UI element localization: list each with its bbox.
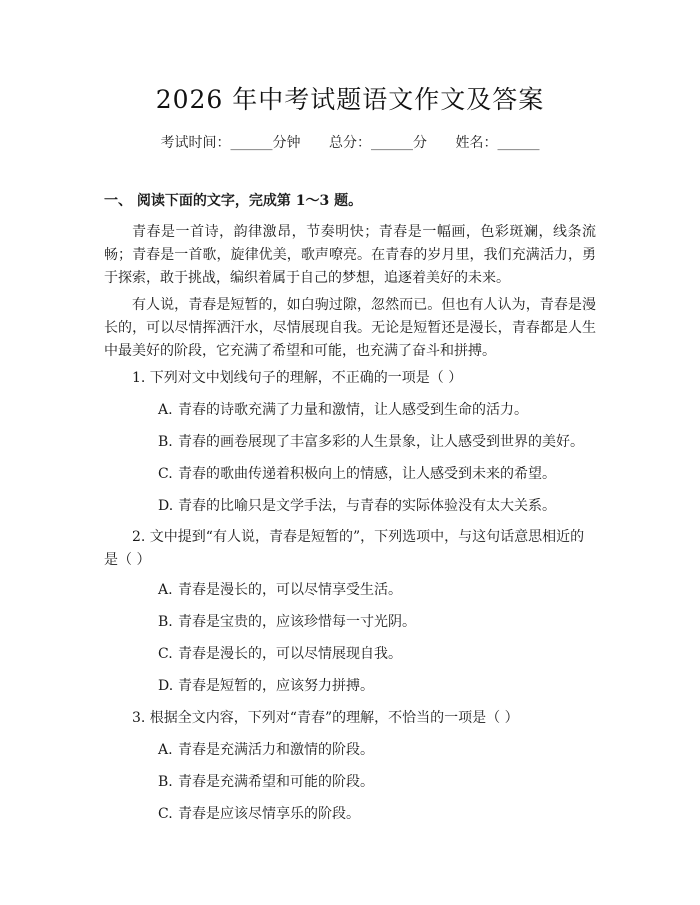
option-letter: B. [158, 434, 173, 450]
option-letter: C. [158, 646, 173, 662]
question-3-option-c [158, 803, 360, 825]
option-text: 青春是宝贵的，应该珍惜每一寸光阴。 [178, 614, 416, 630]
option-text: 青春的画卷展现了丰富多彩的人生景象，让人感受到世界的美好。 [178, 434, 584, 450]
question-1-stem: 1. 下列对文中划线句子的理解，不正确的一项是（ ） [132, 370, 463, 386]
option-letter: A. [158, 742, 173, 758]
question-1-option-c [158, 463, 556, 485]
option-letter: D. [158, 678, 174, 694]
option-letter: B. [158, 614, 173, 630]
option-letter: C. [158, 806, 173, 822]
option-text: 青春是漫长的，可以尽情享受生活。 [178, 582, 402, 598]
option-text: 青春的诗歌充满了力量和激情，让人感受到生命的活力。 [178, 402, 528, 418]
reading-paragraph-1: 青春是一首诗，韵律激昂，节奏明快；青春是一幅画，色彩斑斓，线条流畅；青春是一首歌，旋律优美，歌声嘹亮。在青春的岁月里，我们充满活力，勇于探索，敢于挑战，编织着属于自己的梦想，追逐着美好的未来。 [104, 224, 596, 286]
student-name-field: 姓名：______ [455, 135, 540, 151]
exam-time-field: 考试时间：______分钟 [160, 135, 301, 151]
option-text: 青春的比喻只是文学手法，与青春的实际体验没有太大关系。 [178, 498, 556, 514]
option-text: 青春是漫长的，可以尽情展现自我。 [178, 646, 402, 662]
question-3-option-a [158, 739, 374, 761]
page-title: 2026 年中考试题语文作文及答案 [155, 85, 545, 114]
option-letter: A. [158, 582, 173, 598]
question-2-option-b [158, 611, 416, 633]
option-text: 青春是短暂的，应该努力拼搏。 [178, 678, 374, 694]
question-1-option-d [158, 495, 556, 517]
option-text: 青春是充满活力和激情的阶段。 [178, 742, 374, 758]
option-letter: B. [158, 774, 173, 790]
question-1-option-b [158, 431, 584, 453]
question-1-option-a [158, 399, 528, 421]
question-2-option-d [158, 675, 374, 697]
option-letter: C. [158, 466, 173, 482]
option-text: 青春的歌曲传递着积极向上的情感，让人感受到未来的希望。 [178, 466, 556, 482]
option-text: 青春是应该尽情享乐的阶段。 [178, 806, 360, 822]
exam-meta-line [0, 132, 700, 152]
option-letter: A. [158, 402, 173, 418]
question-2-option-a [158, 579, 402, 601]
total-score-field: 总分：______分 [329, 135, 427, 151]
question-2-stem: 2. 文中提到“有人说，青春是短暂的”，下列选项中，与这句话意思相近的是（ ） [104, 529, 585, 568]
option-letter: D. [158, 498, 174, 514]
option-text: 青春是充满希望和可能的阶段。 [178, 774, 374, 790]
question-2-option-c [158, 643, 402, 665]
reading-paragraph-2: 有人说，青春是短暂的，如白驹过隙，忽然而已。但也有人认为，青春是漫长的，可以尽情挥洒汗水，尽情展现自我。无论是短暂还是漫长，青春都是人生中最美好的阶段，它充满了希望和可能，也充满了奋斗和拼搏。 [104, 297, 596, 359]
section-heading: 一、 阅读下面的文字，完成第 1～3 题。 [104, 193, 363, 209]
question-3-option-b [158, 771, 374, 793]
question-3-stem: 3. 根据全文内容，下列对“青春”的理解，不恰当的一项是（ ） [132, 710, 519, 726]
